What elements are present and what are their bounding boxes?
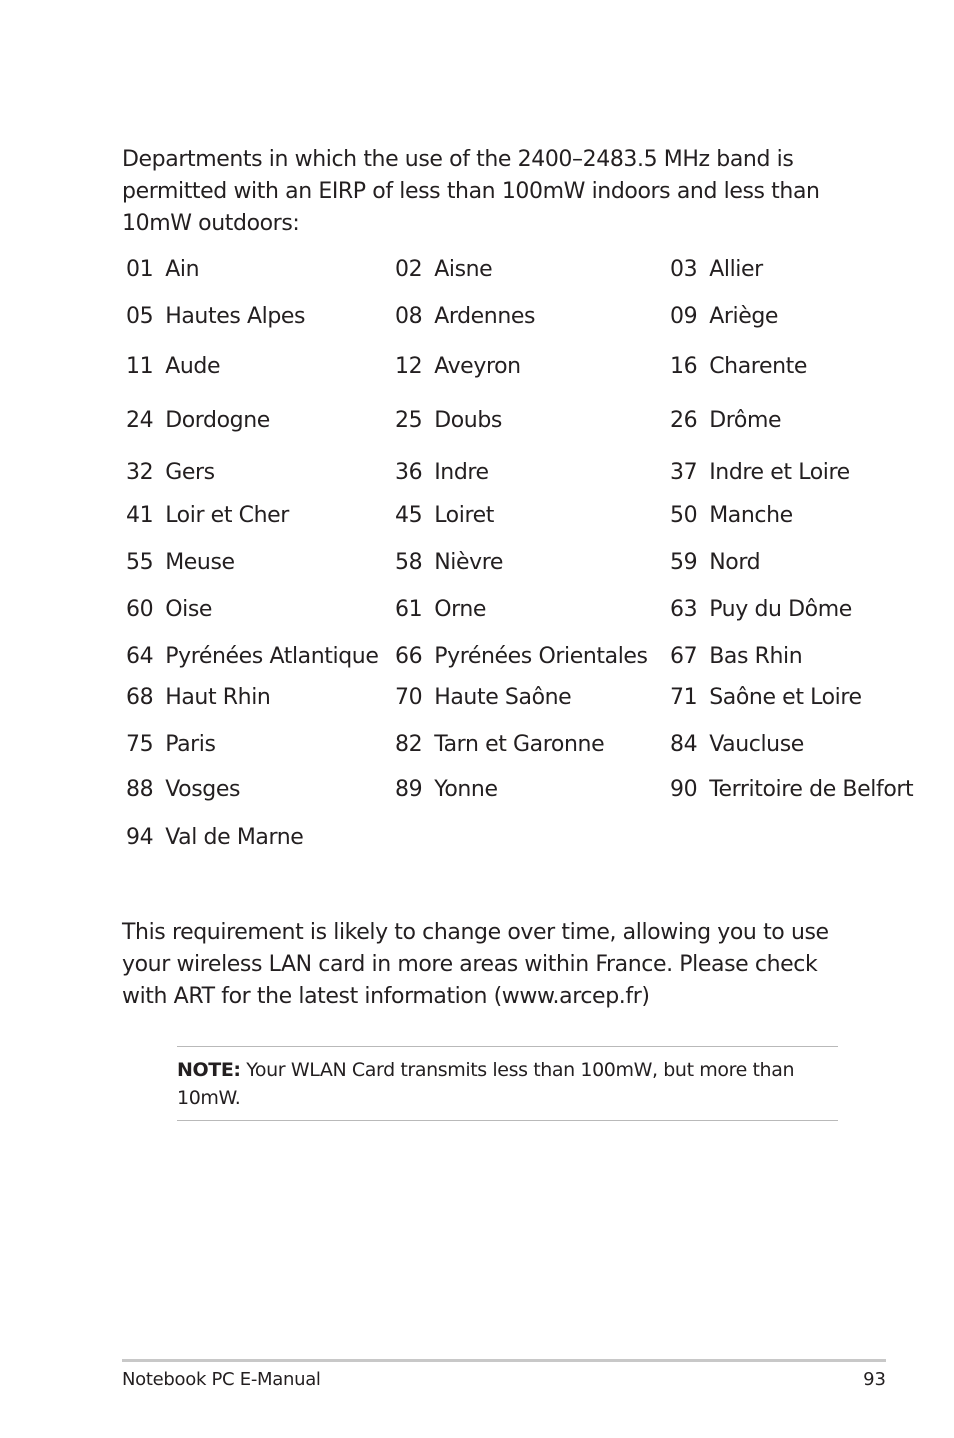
department-code: 16 [670, 354, 698, 379]
department-name: Ariège [709, 304, 779, 329]
department-code: 64 [126, 644, 154, 669]
department-item [670, 596, 852, 624]
department-code: 84 [670, 732, 698, 757]
department-item [126, 684, 270, 712]
department-code: 08 [395, 304, 423, 329]
department-code: 11 [126, 354, 154, 379]
department-item [395, 549, 503, 577]
department-code: 26 [670, 408, 698, 433]
department-code: 66 [395, 644, 423, 669]
department-item [670, 731, 804, 759]
department-item [395, 731, 604, 759]
department-name: Puy du Dôme [709, 597, 852, 622]
department-item [126, 731, 216, 759]
department-name: Haut Rhin [165, 685, 271, 710]
department-name: Paris [165, 732, 216, 757]
department-item [126, 643, 378, 671]
department-name: Doubs [434, 408, 502, 433]
department-code: 05 [126, 304, 154, 329]
note-box [177, 1046, 838, 1121]
department-code: 88 [126, 777, 154, 802]
department-item [395, 684, 571, 712]
department-item [126, 824, 303, 852]
department-code: 01 [126, 257, 154, 282]
department-name: Ardennes [434, 304, 536, 329]
department-item [670, 459, 850, 487]
department-name: Allier [709, 257, 763, 282]
department-item [395, 776, 498, 804]
department-code: 61 [395, 597, 423, 622]
department-name: Aveyron [434, 354, 521, 379]
department-item [126, 502, 289, 530]
department-code: 36 [395, 460, 423, 485]
department-name: Bas Rhin [709, 644, 803, 669]
department-code: 67 [670, 644, 698, 669]
department-name: Ain [165, 257, 200, 282]
department-name: Pyrénées Orientales [434, 644, 648, 669]
department-code: 71 [670, 685, 698, 710]
department-code: 12 [395, 354, 423, 379]
department-item [670, 643, 802, 671]
department-name: Loiret [434, 503, 494, 528]
department-code: 68 [126, 685, 154, 710]
department-item [126, 303, 305, 331]
department-name: Yonne [434, 777, 498, 802]
department-code: 70 [395, 685, 423, 710]
department-code: 02 [395, 257, 423, 282]
department-name: Aude [165, 354, 221, 379]
department-code: 59 [670, 550, 698, 575]
department-name: Gers [165, 460, 215, 485]
department-item [670, 502, 793, 530]
department-item [395, 256, 492, 284]
department-item [126, 256, 199, 284]
department-name: Nord [709, 550, 761, 575]
department-item [395, 502, 494, 530]
department-name: Aisne [434, 257, 493, 282]
department-code: 41 [126, 503, 154, 528]
department-name: Hautes Alpes [165, 304, 306, 329]
department-name: Meuse [165, 550, 235, 575]
note-label: NOTE: [177, 1059, 241, 1081]
department-item [126, 459, 215, 487]
department-name: Haute Saône [434, 685, 572, 710]
department-name: Indre [434, 460, 489, 485]
department-name: Pyrénées Atlantique [165, 644, 379, 669]
department-item [670, 407, 781, 435]
department-code: 50 [670, 503, 698, 528]
note-text [177, 1047, 838, 1112]
department-code: 90 [670, 777, 698, 802]
intro-paragraph: Departments in which the use of the 2400–2483.5 MHz band is permitted with an EIRP of less than 100mW indoors and less than 10mW outdoors: [122, 147, 820, 236]
department-name: Charente [709, 354, 807, 379]
department-code: 24 [126, 408, 154, 433]
department-code: 94 [126, 825, 154, 850]
department-name: Drôme [709, 408, 782, 433]
department-item [670, 776, 913, 804]
department-item [126, 776, 240, 804]
department-item [670, 256, 763, 284]
department-code: 09 [670, 304, 698, 329]
department-item [126, 407, 270, 435]
department-name: Dordogne [165, 408, 270, 433]
department-name: Tarn et Garonne [434, 732, 605, 757]
department-code: 25 [395, 408, 423, 433]
department-name: Indre et Loire [709, 460, 850, 485]
department-code: 82 [395, 732, 423, 757]
department-name: Manche [709, 503, 793, 528]
department-item [126, 596, 212, 624]
department-code: 63 [670, 597, 698, 622]
department-list [126, 0, 926, 900]
department-name: Val de Marne [165, 825, 304, 850]
department-name: Vosges [165, 777, 241, 802]
department-name: Orne [434, 597, 487, 622]
department-code: 89 [395, 777, 423, 802]
department-code: 45 [395, 503, 423, 528]
department-name: Vaucluse [709, 732, 804, 757]
department-item [670, 549, 760, 577]
footer-title: Notebook PC E-Manual [122, 1369, 321, 1390]
note-body: Your WLAN Card transmits less than 100mW, but more than 10mW. [177, 1059, 795, 1109]
department-code: 32 [126, 460, 154, 485]
department-item [395, 407, 502, 435]
department-code: 03 [670, 257, 698, 282]
department-item [395, 459, 489, 487]
department-item [126, 549, 235, 577]
department-code: 60 [126, 597, 154, 622]
department-item [670, 684, 862, 712]
department-name: Saône et Loire [709, 685, 862, 710]
department-name: Loir et Cher [165, 503, 289, 528]
department-code: 37 [670, 460, 698, 485]
department-code: 75 [126, 732, 154, 757]
department-name: Nièvre [434, 550, 504, 575]
department-item [126, 353, 220, 381]
page-number: 93 [863, 1369, 886, 1390]
department-name: Oise [165, 597, 213, 622]
department-item [395, 353, 521, 381]
department-item [395, 643, 648, 671]
department-item [670, 303, 778, 331]
department-item [395, 596, 486, 624]
requirement-paragraph: This requirement is likely to change over time, allowing you to use your wireless LAN card in more areas within France. Please check with ART for the latest information (www.arcep.fr) [122, 920, 829, 1009]
department-item [395, 303, 535, 331]
department-code: 55 [126, 550, 154, 575]
department-code: 58 [395, 550, 423, 575]
department-item [670, 353, 807, 381]
department-name: Territoire de Belfort [709, 777, 914, 802]
footer-divider [122, 1359, 886, 1362]
